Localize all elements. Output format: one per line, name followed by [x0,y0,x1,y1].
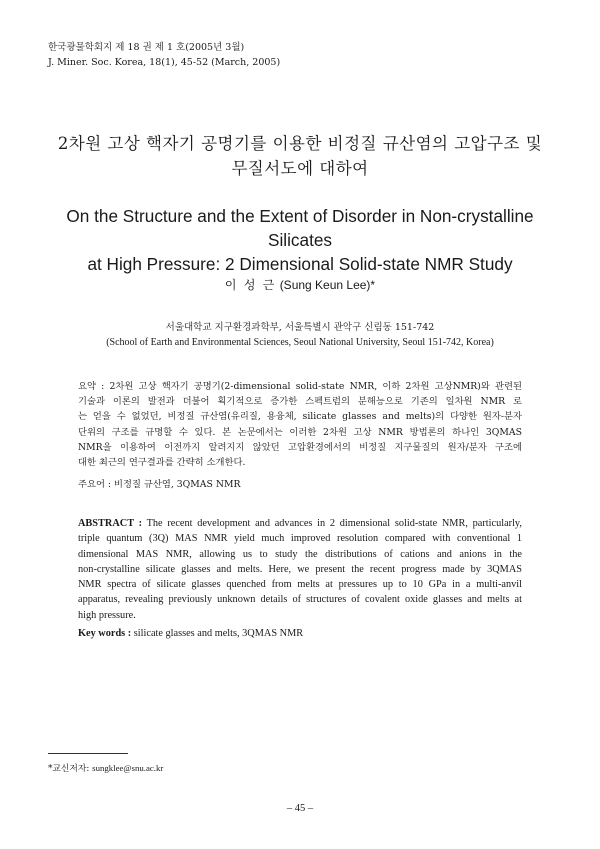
page-number: – 45 – [286,803,314,814]
korean-abstract [78,379,522,470]
abstract-line: 는 얻을 수 없었던, 비정질 규산염(유리질, 용융체, silicate glasses and melts)의 다양한 원자-분자 [78,411,522,423]
english-abstract [78,516,522,623]
korean-keywords-text: 비정질 규산염, 3QMAS NMR [114,479,241,490]
journal-header [48,40,280,70]
abstract-line: 기술과 이론의 발전과 더불어 획기적으로 증가한 스펙트럼의 분해능으로 기존의 일차원 NMR 로 [78,396,522,408]
english-title-line: On the Structure and the Extent of Disorder in Non-crystalline Silicates [66,206,534,250]
english-keywords [78,628,303,639]
abstract-line [78,516,522,531]
abstract-line: dimensional MAS NMR, allowing us to study the distributions of cations and anions in the [78,548,522,560]
abstract-line: NMR spectra of silicate glasses quenched from melts at pressures up to 10 GPa in a multi-anvil [78,579,522,591]
affiliation-korean: 서울대학교 지구환경과학부, 서울특별시 관악구 신림동 151-742 [165,322,435,333]
english-title-line: at High Pressure: 2 Dimensional Solid-state NMR Study [87,254,513,274]
abstract-line: apparatus, revealing previously unknown details of structures of covalent oxide glasses and melts at [78,594,522,606]
english-keywords-label: Key words : [78,628,132,639]
abstract-label: ABSTRACT : [78,518,143,529]
abstract-line: non-crystalline silicate glasses and melts. Here, we present the recent progress made by 3QMAS [78,563,522,575]
abstract-line: triple quantum (3Q) MAS NMR yield much improved resolution compared with conventional 1 [78,533,522,545]
abstract-line: high pressure. [78,609,136,621]
abstract-text: The recent development and advances in 2 dimensional solid-state NMR, particularly, [146,518,522,529]
korean-title [40,131,560,181]
author-english-name: (Sung Keun Lee)* [279,278,376,292]
korean-title-line: 2차원 고상 핵자기 공명기를 이용한 비정질 규산염의 고압구조 및 [57,134,543,153]
footnote-divider [48,753,128,754]
footnote [48,761,163,774]
english-citation: J. Miner. Soc. Korea, 18(1), 45-52 (March, 2005) [48,57,281,68]
english-title [40,204,560,276]
english-keywords-text: silicate glasses and melts, 3QMAS NMR [133,628,304,639]
korean-title-line: 무질서도에 대하여 [231,159,369,178]
korean-keywords [78,476,241,490]
korean-keywords-label: 주요어 : [78,479,112,490]
korean-citation: 한국광물학회지 제 18 권 제 1 호(2005년 3월) [48,42,245,53]
abstract-line: 단위의 구조를 규명할 수 있다. 본 논문에서는 이러한 2차원 고상 NMR 방법론의 하나인 3QMAS [78,426,522,438]
author-korean-name: 이 성 근 [224,278,277,292]
abstract-line: 대한 최근의 연구결과를 간략히 소개한다. [78,457,246,469]
author [40,276,560,293]
affiliation-english: (School of Earth and Environmental Sciences, Seoul National University, Seoul 151-742, Korea) [106,337,494,348]
corresponding-email[interactable]: sungklee@snu.ac.kr [92,763,164,773]
footnote-label: *교신저자: [48,764,90,774]
affiliation [40,320,560,350]
abstract-line: NMR을 이용하여 이전까지 알려지지 않았던 고압환경에서의 비정질 지구물질의 원자/분자 구조에 [78,441,522,453]
abstract-line: 요약 : 2차원 고상 핵자기 공명기(2-dimensional solid-state NMR, 이하 2차원 고상NMR)와 관련된 [78,381,522,392]
